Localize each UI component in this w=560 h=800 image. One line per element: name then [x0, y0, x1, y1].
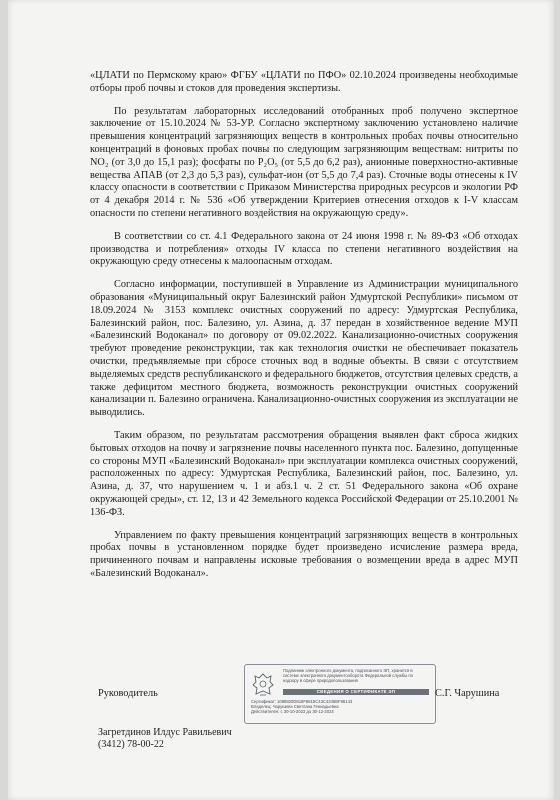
executor-phone: (3412) 78-00-22: [98, 739, 164, 751]
paragraph-5: Таким образом, по результатам рассмотрения обращения выявлен факт сброса жидких бытовых отходов на почву и загрязнение почвы населенного пункта пос. Балезино, допущенные со стороны МУП «Балезинский Водоканал» при эксплуатации комплекса очистных сооружений, расположенных по адресу: Удмуртская Республика, Балезинский район, пос. Балезино, ул. Азина, д. 37, что нарушением ч. 1 и абз.1 ч. 2 ст. 51 Федерального закона «Об охране окружающей среды», ст. 12, 13 и 42 Земельного кодекса Российской Федерации от 25.10.2001 № 136-ФЗ.: [90, 429, 518, 518]
letter-body: [90, 70, 518, 591]
stamp-certificate: Сертификат: 1088820D818F8815C43C4345BF86143: [251, 699, 353, 704]
executor-name: Загретдинов Илдус Равильевич: [98, 727, 232, 738]
document-page: [8, 0, 554, 800]
stamp-details: [251, 699, 429, 714]
paragraph-2: По результатам лабораторных исследований отобранных проб получено экспертное заключение от 15.10.2024 № 53-УР. Согласно экспертному заключению установлено наличие превышения концентраций загрязняющих веществ в контрольных пробах почвы относительно концентраций в фоновых пробах почвы по следующим загрязняющим веществам: нитриты по NO₂ (от 3,0 до 15,1 раз); фосфаты по P₂O₅ (от 5,5 до 6,2 раз), анионные поверхностно-активные вещества АПАВ (от 2,3 до 5,3 раз), сульфат-ион (от 5,5 до 7,4 раз). Сточные воды отнесены к IV классу опасности в соответствии с Приказом Министерства природных ресурсов и экологии РФ от 4 декабря 2014 г. № 536 «Об утверждении Критериев отнесения отходов к I-V классам опасности по степени негативного воздействия на окружающую среду».: [90, 105, 518, 219]
signer-name: С.Г. Чарушина: [435, 688, 500, 699]
stamp-header: Подлинник электронного документа, подписанного ЭП, хранится в системе электронного документооборота Федеральной службы по надзору в сфере природопользования: [283, 668, 413, 683]
digital-signature-stamp: [244, 664, 436, 724]
executor-info: [98, 727, 232, 752]
signer-position: Руководитель: [98, 688, 158, 699]
stamp-owner: Владелец: Чарушина Светлана Геннадьевна: [251, 704, 339, 709]
coat-of-arms-icon: [249, 671, 277, 699]
paragraph-3: В соответствии со ст. 4.1 Федерального закона от 24 июня 1998 г. № 89-ФЗ «Об отходах производства и потребления» отходы IV класса по степени негативного воздействия на окружающую среду отнесены к малоопасным отходам.: [90, 230, 518, 268]
paragraph-6: Управлением по факту превышения концентраций загрязняющих веществ в контрольных пробах почвы в установленном порядке будет произведено исчисление размера вреда, причиненного почвам и направлены исковые требования о возмещении вреда в адрес МУП «Балезинский Водоканал».: [90, 529, 518, 579]
stamp-band: СВЕДЕНИЯ О СЕРТИФИКАТЕ ЭП: [283, 689, 429, 695]
paragraph-1: «ЦЛАТИ по Пермскому краю» ФГБУ «ЦЛАТИ по ПФО» 02.10.2024 произведены необходимые отборы проб почвы и стоков для проведения экспертизы.: [90, 70, 518, 94]
paragraph-4: Согласно информации, поступившей в Управление из Администрации муниципального образования «Муниципальный округ Балезинский район Удмуртской Республики» письмом от 18.09.2024 № 3153 комплекс очистных сооружений по адресу: Удмуртская Республика, Балезинский район, пос. Балезино, ул. Азина, д. 37 передан в хозяйственное ведение МУП «Балезинский Водоканал» по договору от 09.02.2022. Канализационно-очистных сооружения требуют проведение реконструкции, так как технология очистки не обеспечивает показатель очистки, предъявляемые при сбросе сточных вод в водные объекты. В связи с отсутствием выделяемых средств республиканского и федерального бюджетов, отсутствия целевых средств, а также дефицитом местного бюджета, возможность реконструкции очистных сооружений канализации п. Балезино ограничена. Канализационно-очистных сооружения из эксплуатации не выводились.: [90, 279, 518, 419]
stamp-validity: Действителен: с 30-10-2023 до 30-12-2024: [251, 709, 334, 714]
